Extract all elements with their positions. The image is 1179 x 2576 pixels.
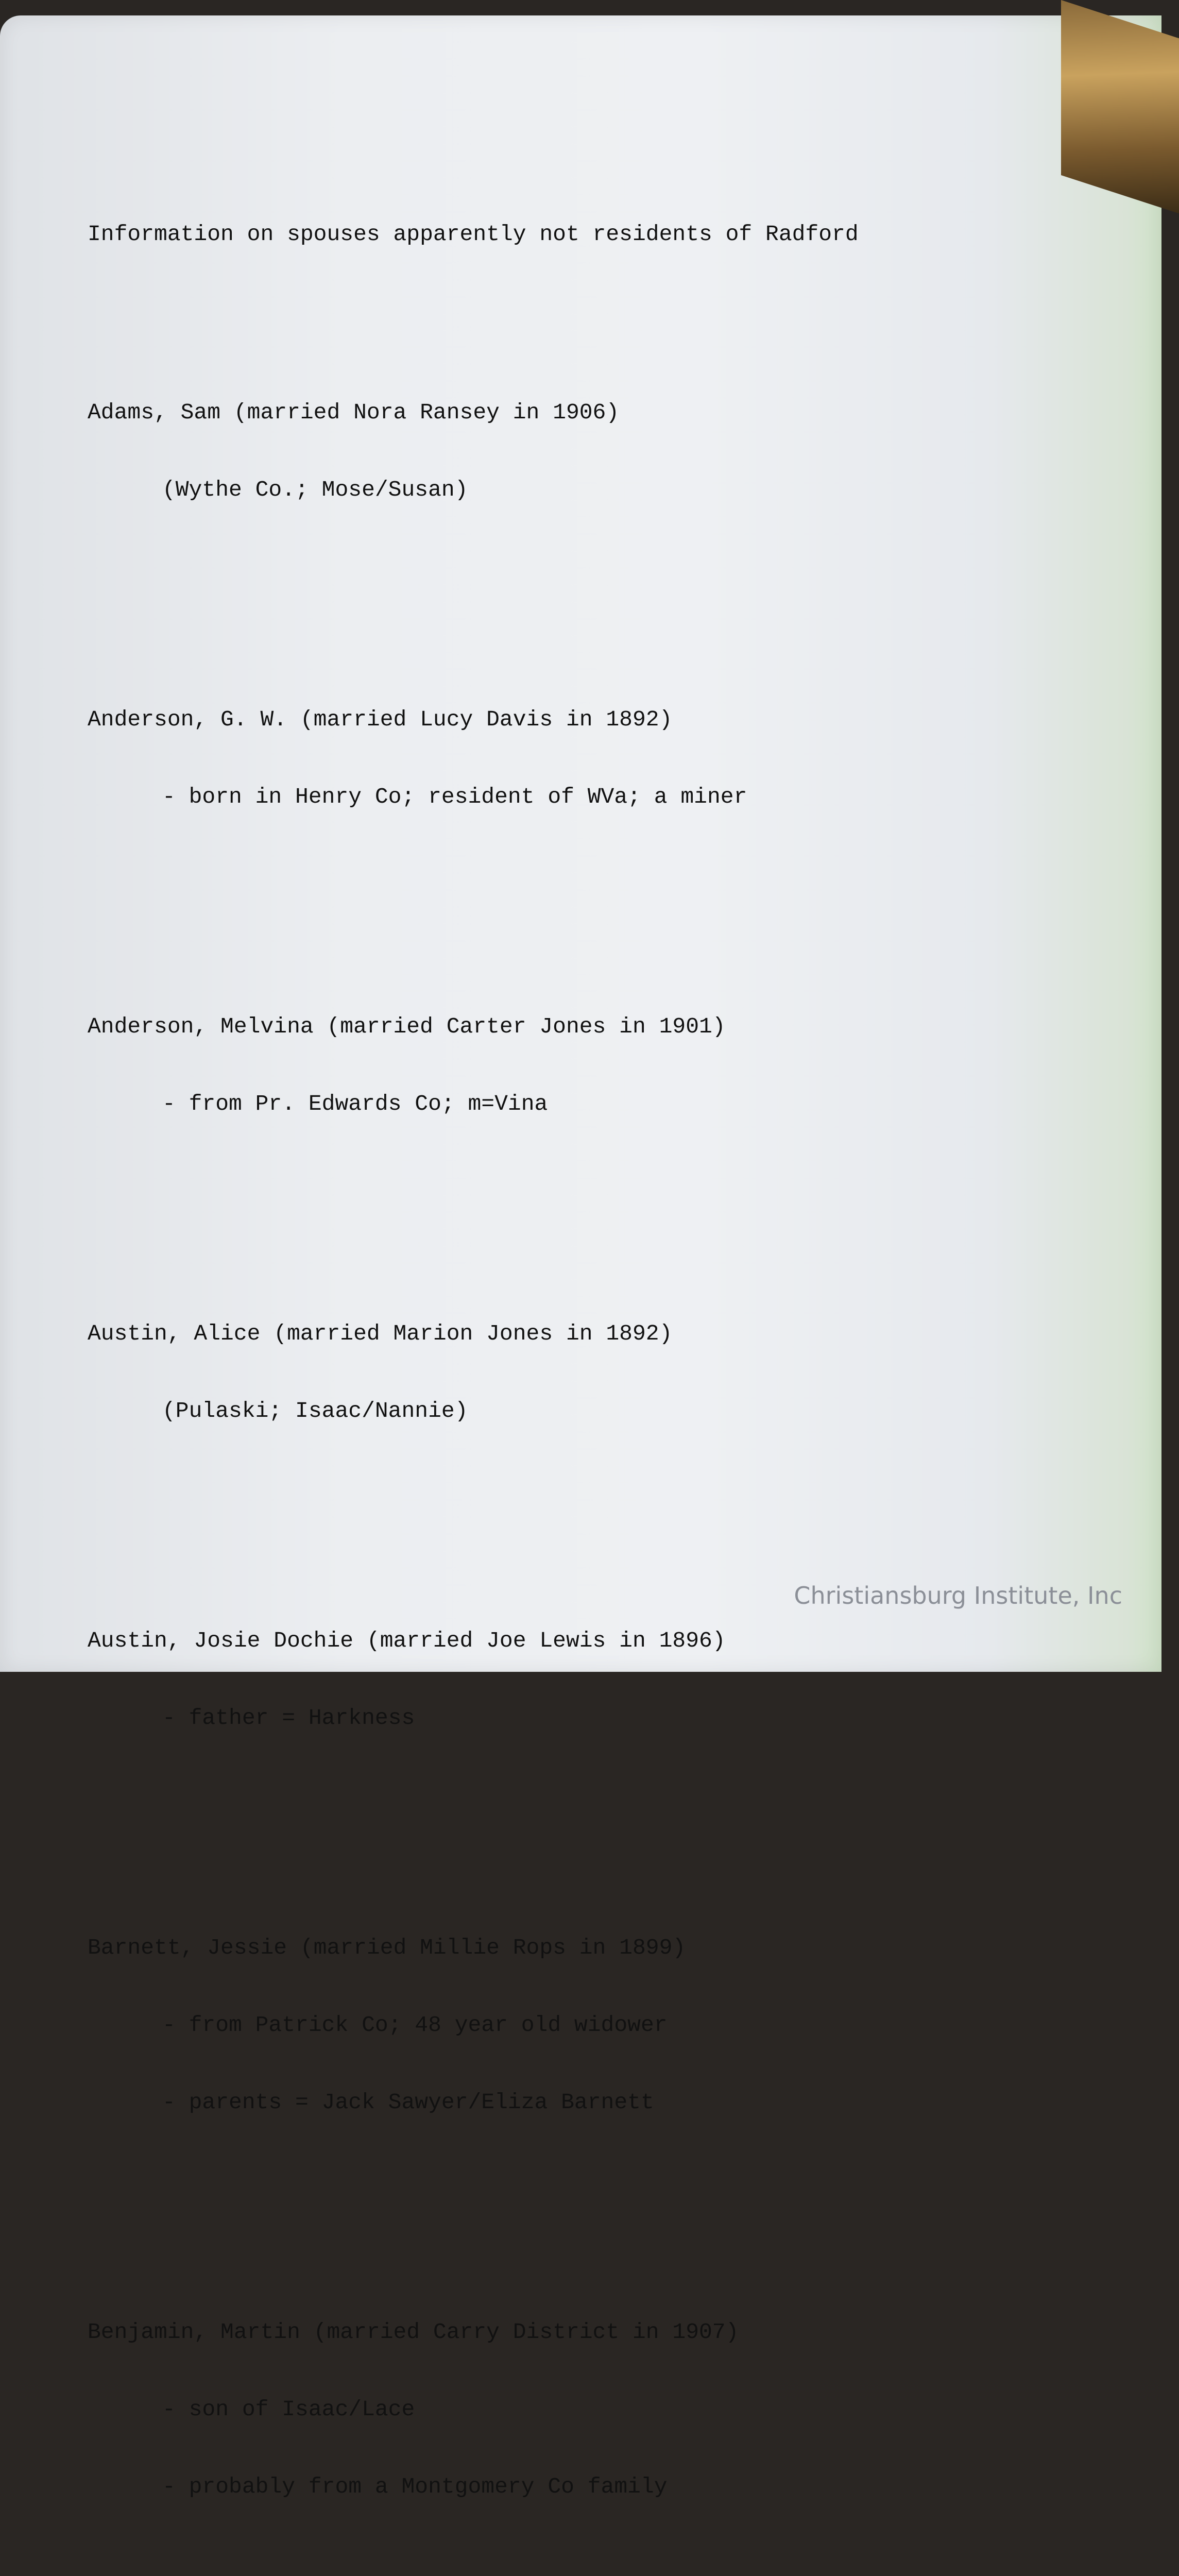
watermark: Christiansburg Institute, Inc	[794, 1582, 1122, 1609]
entry-name: Austin, Josie Dochie (married Joe Lewis in 1896)	[88, 1628, 726, 1653]
entry	[88, 655, 1077, 861]
entry-name: Barnett, Jessie (married Millie Rops in 1899)	[88, 1935, 686, 1960]
entry	[88, 1269, 1077, 1476]
entry-detail: (Pulaski; Isaac/Nannie)	[162, 1398, 468, 1423]
entry-detail: - son of Isaac/Lace	[162, 2397, 415, 2422]
document-body	[88, 170, 1077, 2576]
entry	[88, 2268, 1077, 2551]
entry-name: Adams, Sam (married Nora Ransey in 1906)	[88, 400, 620, 425]
entry-detail: - probably from a Montgomery Co family	[162, 2474, 668, 2499]
entry-detail: (Wythe Co.; Mose/Susan)	[162, 477, 468, 502]
entry-detail: - from Pr. Edwards Co; m=Vina	[162, 1091, 548, 1116]
entry	[88, 962, 1077, 1168]
entry-detail: - father = Harkness	[162, 1705, 415, 1731]
entry-name: Austin, Alice (married Marion Jones in 1892)	[88, 1321, 673, 1346]
entry-detail: - born in Henry Co; resident of WVa; a miner	[162, 784, 747, 809]
document-title: Information on spouses apparently not residents of Radford	[88, 222, 859, 247]
entry-detail: - from Patrick Co; 48 year old widower	[162, 2012, 668, 2038]
entry	[88, 1884, 1077, 2167]
entry	[88, 348, 1077, 554]
entry-detail: - parents = Jack Sawyer/Eliza Barnett	[162, 2090, 654, 2115]
entry-name: Anderson, Melvina (married Carter Jones in 1901)	[88, 1014, 726, 1039]
entry-name: Benjamin, Martin (married Carry District in 1907)	[88, 2319, 739, 2345]
entry-name: Anderson, G. W. (married Lucy Davis in 1892)	[88, 707, 673, 732]
